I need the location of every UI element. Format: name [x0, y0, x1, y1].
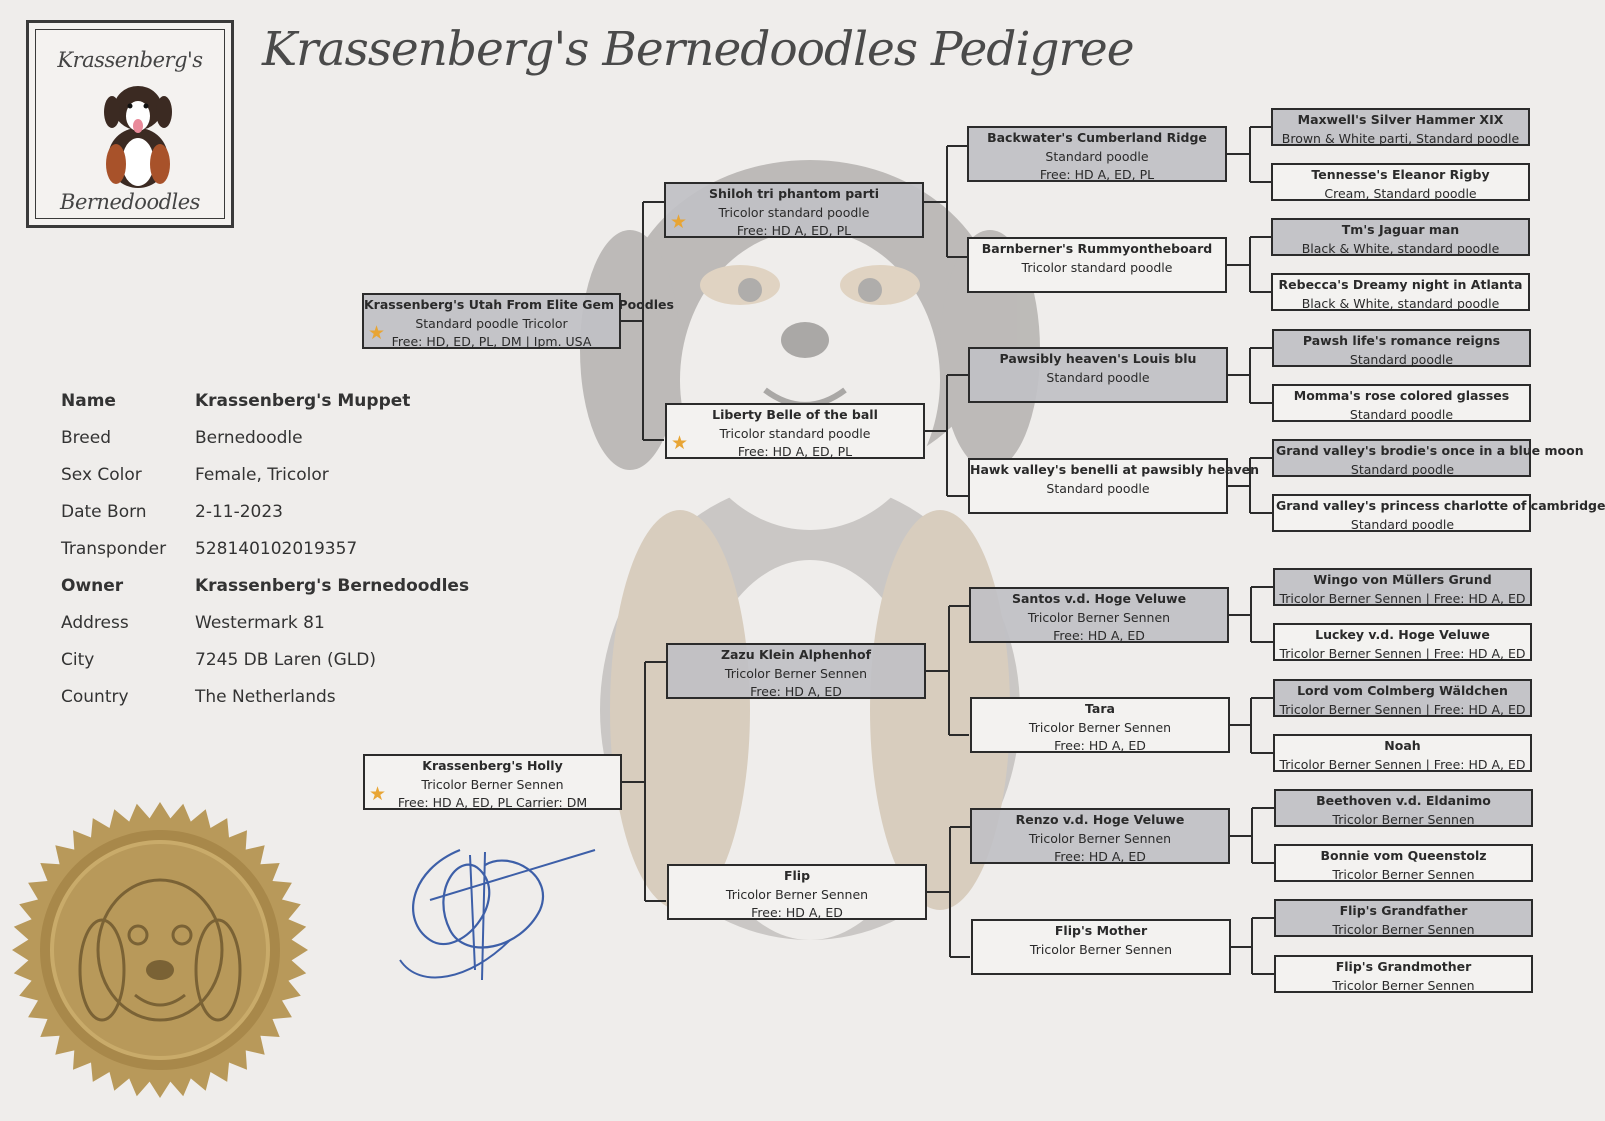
- gold-seal: [10, 800, 310, 1100]
- info-value: Westermark 81: [195, 613, 325, 633]
- great-grandparent-box: [967, 237, 1227, 293]
- ggg-name: Tennesse's Eleanor Rigby: [1311, 167, 1490, 182]
- ggg-box: [1273, 679, 1532, 717]
- ggg-box: [1271, 218, 1530, 256]
- ggg-line2: Tricolor Berner Sennen: [1332, 921, 1475, 937]
- info-value: 7245 DB Laren (GLD): [195, 650, 376, 670]
- great-grandparent-box: [968, 347, 1228, 403]
- info-value: Krassenberg's Bernedoodles: [195, 576, 470, 596]
- star-icon: ★: [368, 322, 386, 344]
- ggg-box: [1273, 734, 1532, 772]
- ggg-line2: Tricolor Berner Sennen | Free: HD A, ED: [1279, 756, 1526, 772]
- ggg-name: Grand valley's princess charlotte of cambridge: [1276, 498, 1605, 513]
- ggg-line2: Black & White, standard poodle: [1301, 240, 1500, 256]
- great-grandparent-line3: Free: HD A, ED: [1054, 738, 1146, 753]
- ggg-name: Beethoven v.d. Eldanimo: [1316, 793, 1491, 808]
- great-grandparent-name: Tara: [1085, 701, 1115, 716]
- ggg-name: Maxwell's Silver Hammer XIX: [1297, 112, 1504, 127]
- great-grandparent-box: [970, 808, 1230, 864]
- ggg-line2: Standard poodle: [1350, 461, 1455, 477]
- info-label: Transponder: [61, 539, 167, 559]
- ggg-line2: Black & White, standard poodle: [1301, 295, 1500, 311]
- great-grandparent-line2: Standard poodle: [1045, 148, 1149, 164]
- ggg-line2: Tricolor Berner Sennen: [1332, 977, 1475, 993]
- parent-sire-name: Krassenberg's Utah From Elite Gem Poodles: [364, 297, 674, 312]
- great-grandparent-name: Santos v.d. Hoge Veluwe: [1011, 591, 1187, 606]
- ggg-box: [1272, 439, 1584, 477]
- info-value: Female, Tricolor: [195, 465, 329, 485]
- grandparent-name: Zazu Klein Alphenhof: [720, 647, 872, 662]
- parent-dam-name: Krassenberg's Holly: [422, 758, 563, 773]
- great-grandparent-line3: Free: HD A, ED: [1054, 849, 1146, 864]
- ggg-name: Luckey v.d. Hoge Veluwe: [1315, 627, 1490, 642]
- info-label: Breed: [61, 428, 111, 448]
- star-icon: ★: [369, 783, 387, 805]
- info-value: 2-11-2023: [195, 502, 283, 522]
- parent-sire-line3: Free: HD, ED, PL, DM | Ipm. USA: [391, 334, 592, 349]
- ggg-name: Flip's Grandfather: [1339, 903, 1468, 918]
- great-grandparent-line3: Free: HD A, ED: [1053, 628, 1145, 643]
- parent-dam-line3: Free: HD A, ED, PL Carrier: DM: [397, 795, 588, 810]
- great-grandparent-line2: Standard poodle: [1046, 480, 1150, 496]
- star-icon: ★: [671, 432, 689, 454]
- ggg-line2: Brown & White parti, Standard poodle: [1281, 130, 1520, 146]
- logo-bottom-word: Bernedoodles: [60, 190, 200, 214]
- grandparent-box: [666, 643, 926, 699]
- ggg-box: [1274, 899, 1533, 937]
- great-grandparent-line2: Tricolor standard poodle: [1021, 259, 1173, 275]
- info-value: Bernedoodle: [195, 428, 303, 448]
- info-label: Country: [61, 687, 129, 707]
- great-grandparent-box: [970, 697, 1230, 753]
- info-label: Owner: [61, 576, 124, 596]
- grandparent-name: Flip: [783, 868, 811, 883]
- ggg-name: Pawsh life's romance reigns: [1302, 333, 1501, 348]
- parent-dam-box: [363, 754, 622, 810]
- ggg-box: [1272, 329, 1531, 367]
- great-grandparent-name: Flip's Mother: [1054, 923, 1148, 938]
- grandparent-box: [664, 182, 924, 238]
- info-label: Name: [61, 391, 116, 411]
- ggg-name: Wingo von Müllers Grund: [1313, 572, 1492, 587]
- great-grandparent-name: Backwater's Cumberland Ridge: [987, 130, 1207, 145]
- grandparent-line2: Tricolor Berner Sennen: [725, 886, 869, 902]
- great-grandparent-line2: Tricolor Berner Sennen: [1029, 941, 1173, 957]
- ggg-box: [1274, 955, 1533, 993]
- great-grandparent-box: [967, 126, 1227, 182]
- ggg-name: Flip's Grandmother: [1335, 959, 1472, 974]
- great-grandparent-name: Barnberner's Rummyontheboard: [981, 241, 1213, 256]
- great-grandparent-name: Renzo v.d. Hoge Veluwe: [1015, 812, 1185, 827]
- ggg-line2: Tricolor Berner Sennen | Free: HD A, ED: [1279, 701, 1526, 717]
- ggg-name: Rebecca's Dreamy night in Atlanta: [1278, 277, 1523, 292]
- info-value: The Netherlands: [195, 687, 336, 707]
- ggg-box: [1271, 273, 1530, 311]
- great-grandparent-line2: Standard poodle: [1046, 369, 1150, 385]
- great-grandparent-name: Hawk valley's benelli at pawsibly heaven: [970, 462, 1260, 477]
- grandparent-line2: Tricolor Berner Sennen: [724, 665, 868, 681]
- great-grandparent-box: [971, 919, 1231, 975]
- ggg-box: [1272, 384, 1531, 422]
- info-value: Krassenberg's Muppet: [195, 391, 411, 411]
- ggg-name: Tm's Jaguar man: [1341, 222, 1460, 237]
- ggg-box: [1271, 108, 1530, 146]
- grandparent-line3: Free: HD A, ED, PL: [736, 223, 852, 238]
- grandparent-name: Liberty Belle of the ball: [712, 407, 878, 422]
- parent-sire-box: [362, 293, 674, 349]
- grandparent-line3: Free: HD A, ED: [751, 905, 843, 920]
- great-grandparent-line3: Free: HD A, ED, PL: [1039, 167, 1155, 182]
- parent-dam-line2: Tricolor Berner Sennen: [421, 776, 564, 792]
- ggg-line2: Tricolor Berner Sennen: [1332, 811, 1475, 827]
- ggg-box: [1274, 844, 1533, 882]
- grandparent-line2: Tricolor standard poodle: [718, 204, 870, 220]
- ggg-box: [1271, 163, 1530, 201]
- great-grandparent-box: [969, 587, 1229, 643]
- ggg-line2: Tricolor Berner Sennen | Free: HD A, ED: [1279, 645, 1526, 661]
- ggg-name: Noah: [1384, 738, 1421, 753]
- ggg-line2: Standard poodle: [1349, 351, 1454, 367]
- signature: [390, 830, 600, 990]
- info-label: Sex Color: [61, 465, 142, 485]
- info-value: 528140102019357: [195, 539, 358, 559]
- info-label: Date Born: [61, 502, 147, 522]
- ggg-line2: Tricolor Berner Sennen: [1332, 866, 1475, 882]
- great-grandparent-line2: Tricolor Berner Sennen: [1027, 609, 1171, 625]
- ggg-box: [1274, 789, 1533, 827]
- great-grandparent-box: [968, 458, 1260, 514]
- grandparent-line2: Tricolor standard poodle: [719, 425, 871, 441]
- ggg-line2: Standard poodle: [1349, 406, 1454, 422]
- info-label: City: [61, 650, 95, 670]
- ggg-name: Grand valley's brodie's once in a blue moon: [1276, 443, 1584, 458]
- grandparent-line3: Free: HD A, ED, PL: [737, 444, 853, 459]
- page-title: Krassenberg's Bernedoodles Pedigree: [262, 22, 1134, 77]
- seal-ring: [54, 844, 266, 1056]
- logo-top-word: Krassenberg's: [57, 48, 203, 72]
- grandparent-box: [665, 403, 925, 459]
- grandparent-name: Shiloh tri phantom parti: [708, 186, 879, 201]
- great-grandparent-line2: Tricolor Berner Sennen: [1028, 719, 1172, 735]
- grandparent-line3: Free: HD A, ED: [750, 684, 842, 699]
- ggg-name: Bonnie vom Queenstolz: [1320, 848, 1487, 863]
- parent-sire-line2: Standard poodle Tricolor: [415, 315, 568, 331]
- ggg-box: [1272, 494, 1605, 532]
- grandparent-box: [667, 864, 927, 920]
- ggg-box: [1273, 568, 1532, 606]
- ggg-line2: Cream, Standard poodle: [1324, 185, 1477, 201]
- ggg-line2: Standard poodle: [1350, 516, 1455, 532]
- ggg-line2: Tricolor Berner Sennen | Free: HD A, ED: [1279, 590, 1526, 606]
- info-label: Address: [61, 613, 129, 633]
- ggg-name: Lord vom Colmberg Wäldchen: [1297, 683, 1508, 698]
- ggg-name: Momma's rose colored glasses: [1293, 388, 1510, 403]
- ggg-box: [1273, 623, 1532, 661]
- great-grandparent-name: Pawsibly heaven's Louis blu: [999, 351, 1197, 366]
- star-icon: ★: [670, 211, 688, 233]
- great-grandparent-line2: Tricolor Berner Sennen: [1028, 830, 1172, 846]
